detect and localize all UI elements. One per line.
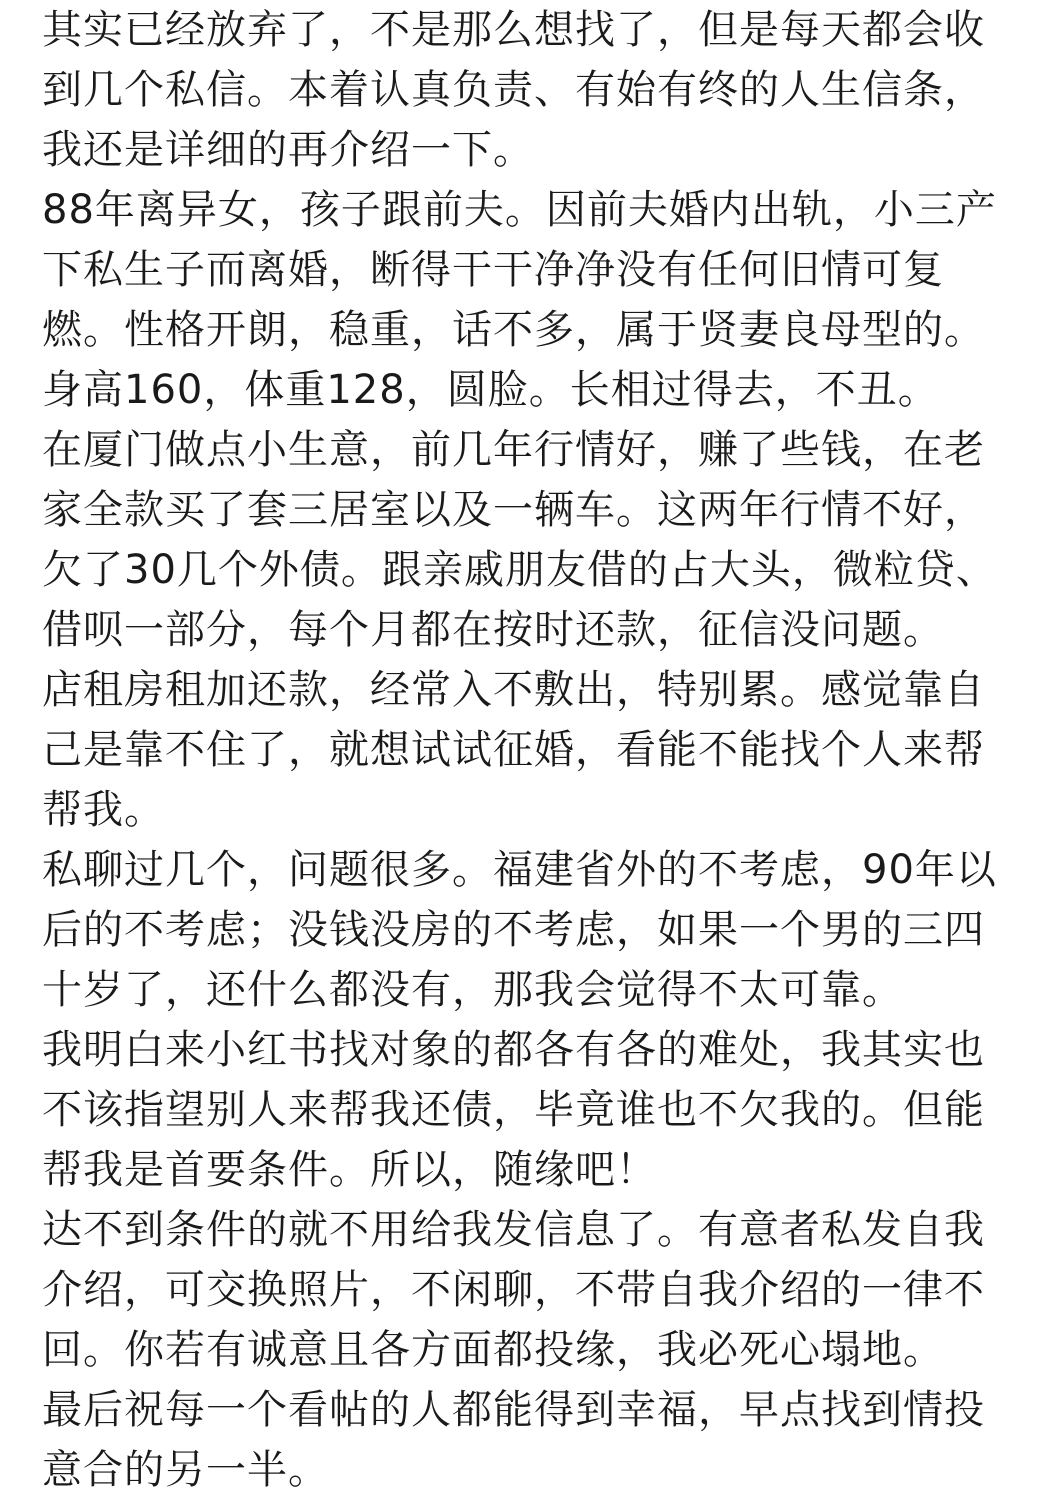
paragraph-appearance: 身高160，体重128，圆脸。长相过得去，不丑。 xyxy=(42,367,939,413)
paragraph-background: 88年离异女，孩子跟前夫。因前夫婚内出轨，小三产下私生子而离婚，断得干干净净没有任何旧情可复燃。性格开朗，稳重，话不多，属于贤妻良母型的。 xyxy=(42,187,997,353)
paragraph-understanding: 我明白来小红书找对象的都各有各的难处，我其实也不该指望别人来帮我还债，毕竟谁也不欠我的。但能帮我是首要条件。所以，随缘吧！ xyxy=(42,1027,985,1193)
paragraph-closing: 最后祝每一个看帖的人都能得到幸福，早点找到情投意合的另一半。 xyxy=(42,1387,985,1493)
paragraph-struggle: 店租房租加还款，经常入不敷出，特别累。感觉靠自己是靠不住了，就想试试征婚，看能不能找个人来帮帮我。 xyxy=(42,667,985,833)
paragraph-requirements: 私聊过几个，问题很多。福建省外的不考虑，90年以后的不考虑；没钱没房的不考虑，如果一个男的三四十岁了，还什么都没有，那我会觉得不太可靠。 xyxy=(42,847,997,1013)
paragraph-intro: 其实已经放弃了，不是那么想找了，但是每天都会收到几个私信。本着认真负责、有始有终的人生信条，我还是详细的再介绍一下。 xyxy=(42,7,985,173)
paragraph-contact-rules: 达不到条件的就不用给我发信息了。有意者私发自我介绍，可交换照片，不闲聊，不带自我介绍的一律不回。你若有诚意且各方面都投缘，我必死心塌地。 xyxy=(42,1207,985,1373)
paragraph-finances: 在厦门做点小生意，前几年行情好，赚了些钱，在老家全款买了套三居室以及一辆车。这两年行情不好，欠了30几个外债。跟亲戚朋友借的占大头，微粒贷、借呗一部分，每个月都在按时还款，征信没问题。 xyxy=(42,427,997,653)
post-body xyxy=(42,0,1012,1500)
